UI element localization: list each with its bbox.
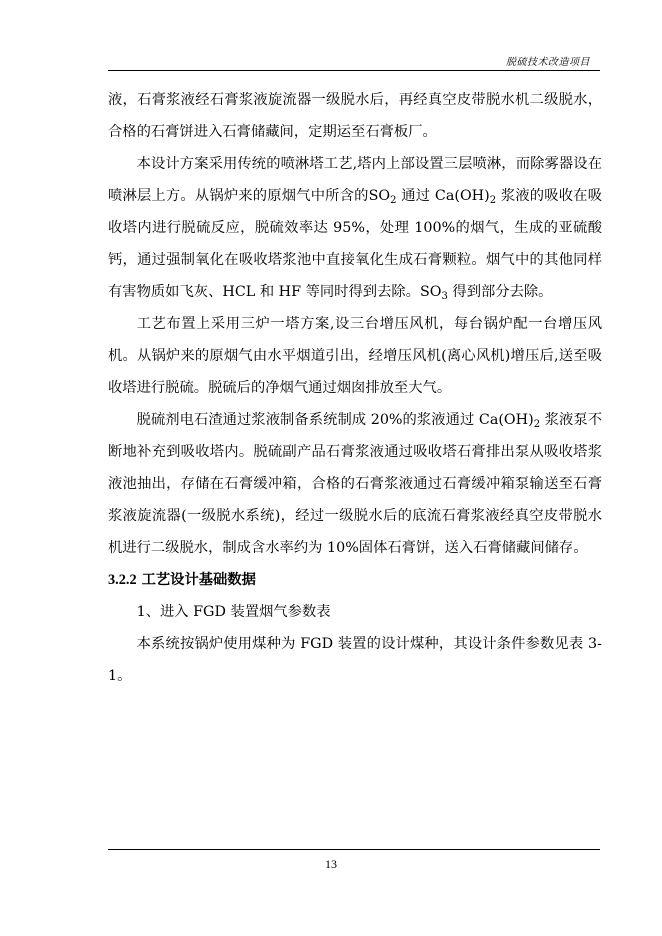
section-heading	[108, 564, 602, 596]
paragraph-5: 本系统按锅炉使用煤种为 FGD 装置的设计煤种，其设计条件参数见表 3-1。	[108, 636, 602, 684]
paragraph-2-text-c: 浆液的吸收在吸收塔内进行脱硫反应，脱硫效率达 95%，处理 100%的烟气，生成的亚硫酸钙，通过强制氧化在吸收塔浆池中直接氧化生成石膏颗粒。烟气中的其他同样有害物质如飞灰、HCL 和 HF 等同时得到去除。	[108, 188, 603, 300]
paragraph-1: 液，石膏浆液经石膏浆液旋流器一级脱水后，再经真空皮带脱水机二级脱水，合格的石膏饼进入石膏储藏间，定期运至石膏板厂。	[108, 92, 602, 140]
page-body	[108, 84, 602, 692]
paragraph-4	[108, 404, 602, 564]
paragraph-2	[108, 148, 602, 308]
section-title: 工艺设计基础数据	[136, 572, 256, 588]
paragraph-4-text-b: 浆液泵不断地补充到吸收塔内。脱硫副产品石膏浆液通过吸收塔石膏排出泵从吸收塔浆液池抽出，存储在石膏缓冲箱，合格的石膏浆液通过石膏缓冲箱泵输送至石膏浆液旋流器(一级脱水系统)，经过一级脱水后的底流石膏浆液经真空皮带脱水机进行二级脱水，制成含水率约为 10%固体石膏饼，送入石膏储藏间储存。	[108, 412, 603, 556]
paragraph-4-text-a: 脱硫剂电石渣通过浆液制备系统制成 20%的浆液通过 Ca(OH)	[136, 412, 534, 428]
paragraph-2-text-a: 本设计方案采用传统的喷淋塔工艺,塔内上部设置三层喷淋，而除雾器设在喷淋层上方。从锅炉来的原烟气中所含的	[108, 156, 602, 204]
so3-formula: $SO_3$	[419, 284, 448, 302]
paragraph-3: 工艺布置上采用三炉一塔方案,设三台增压风机，每台锅炉配一台增压风机。从锅炉来的原烟气由水平烟道引出，经增压风机(离心风机)增压后,送至吸收塔进行脱硫。脱硫后的净烟气通过烟囱排放至大气。	[108, 316, 602, 396]
paragraph-2-text-b: 通过 Ca(OH)	[396, 188, 490, 204]
section-number: 3.2.2	[108, 572, 137, 588]
so2-formula: $SO_2$	[368, 188, 397, 206]
list-item-1: 1、进入 FGD 装置烟气参数表	[136, 604, 331, 620]
page-number: 13	[325, 857, 337, 871]
running-header-title: 脱硫技术改造项目	[506, 57, 590, 68]
caoh2-subscript: 2	[489, 195, 497, 206]
footer-divider	[108, 849, 600, 850]
caoh2-subscript-2: 2	[533, 419, 541, 430]
header-divider	[108, 70, 600, 71]
paragraph-2-text-d: 得到部分去除。	[447, 284, 553, 300]
